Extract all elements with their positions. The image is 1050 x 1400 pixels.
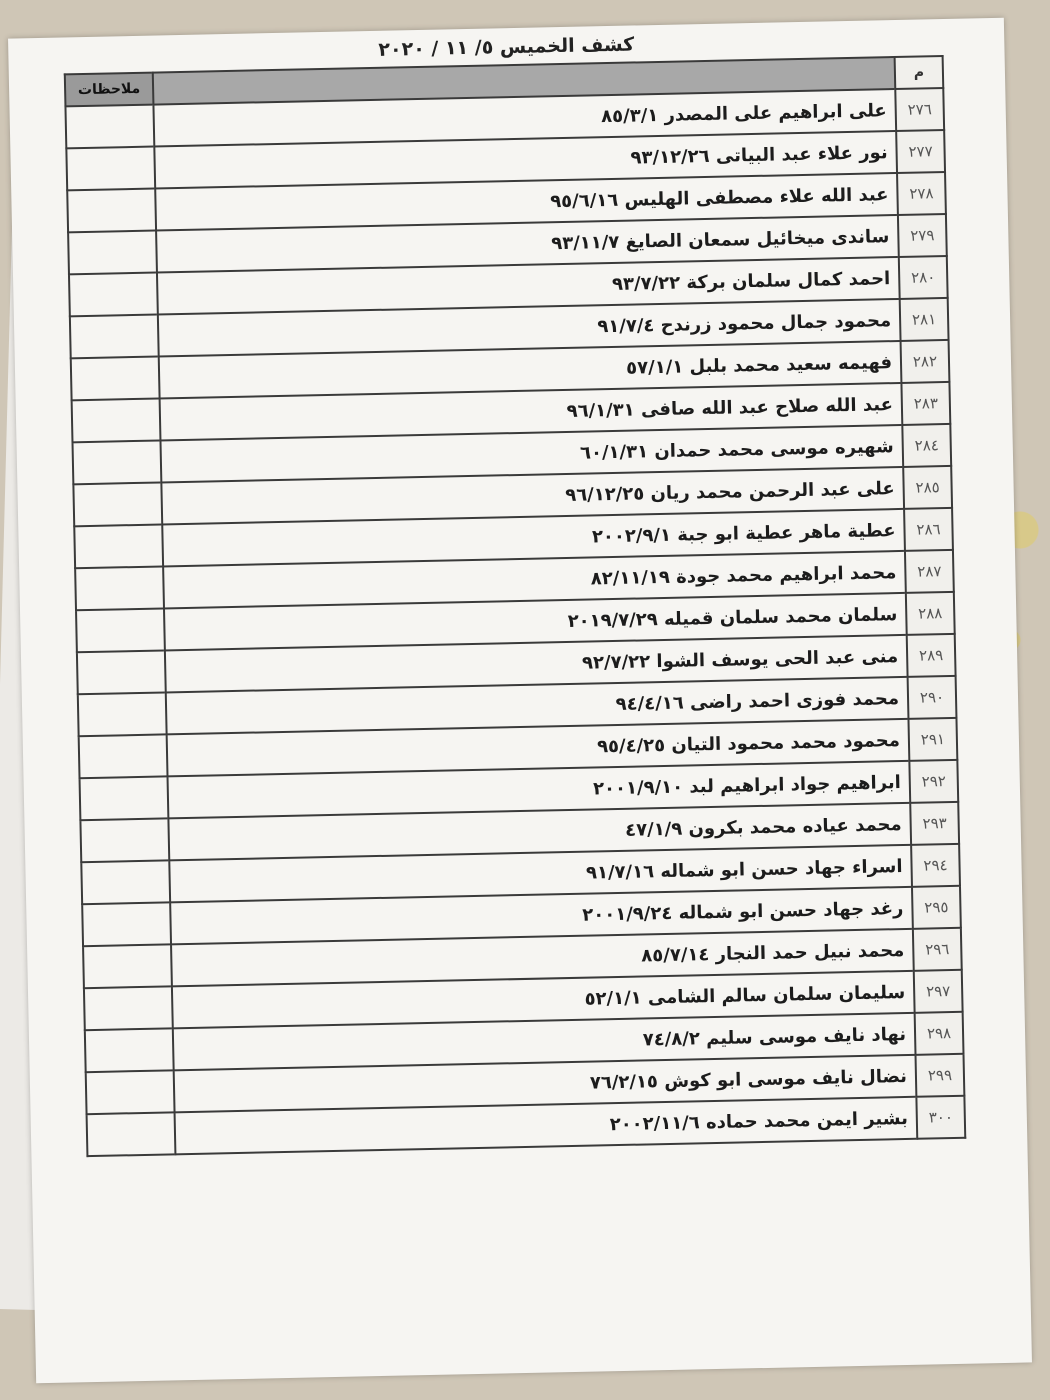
row-name: اسراء جهاد حسن ابو شماله ٩١/٧/١٦: [169, 845, 912, 903]
row-notes: [87, 1112, 176, 1156]
row-name: نور علاء عبد البياتى ٩٣/١٢/٢٦: [154, 131, 897, 189]
row-number: ٢٩١: [908, 718, 957, 761]
row-name: سليمان سلمان سالم الشامى ٥٢/١/١: [172, 971, 915, 1029]
row-number: ٢٧٧: [896, 130, 945, 173]
row-name: على ابراهيم على المصدر ٨٥/٣/١: [153, 89, 896, 147]
row-number: ٢٩٣: [910, 802, 959, 845]
row-number: ٢٩٠: [908, 676, 957, 719]
table-body: [65, 88, 965, 1156]
document-page: [8, 18, 1032, 1384]
row-name: رغد جهاد حسن ابو شماله ٢٠٠١/٩/٢٤: [170, 887, 913, 945]
row-notes: [71, 356, 160, 400]
row-notes: [83, 944, 172, 988]
row-name: محمد فوزى احمد راضى ٩٤/٤/١٦: [166, 677, 909, 735]
row-number: ٢٧٨: [897, 172, 946, 215]
row-notes: [80, 776, 169, 820]
row-notes: [68, 231, 157, 275]
row-notes: [81, 860, 170, 904]
row-name: محمد ابراهيم محمد جودة ٨٢/١١/١٩: [163, 551, 906, 609]
row-notes: [69, 273, 158, 317]
row-notes: [79, 734, 168, 778]
row-number: ٢٩٦: [913, 928, 962, 971]
row-name: محمد نبيل حمد النجار ٨٥/٧/١٤: [171, 929, 914, 987]
row-number: ٢٨٨: [906, 592, 955, 635]
row-notes: [75, 566, 164, 610]
row-notes: [65, 105, 154, 149]
row-notes: [72, 398, 161, 442]
row-notes: [80, 818, 169, 862]
row-number: ٢٨٩: [907, 634, 956, 677]
row-notes: [78, 692, 167, 736]
row-number: ٢٨٥: [903, 466, 952, 509]
row-name: احمد كمال سلمان بركة ٩٣/٧/٢٢: [157, 257, 900, 315]
row-number: ٢٨٤: [902, 424, 951, 467]
row-name: عبد الله صلاح عبد الله صافى ٩٦/١/٣١: [160, 383, 903, 441]
row-number: ٢٨٠: [899, 256, 948, 299]
row-number: ٢٧٦: [895, 88, 944, 131]
row-name: نهاد نايف موسى سليم ٧٤/٨/٢: [173, 1013, 916, 1071]
row-number: ٣٠٠: [916, 1096, 965, 1139]
row-number: ٢٩٩: [916, 1054, 965, 1097]
row-notes: [84, 986, 173, 1030]
row-notes: [77, 650, 166, 694]
row-number: ٢٩٧: [914, 970, 963, 1013]
row-name: عطية ماهر عطية ابو جبة ٢٠٠٢/٩/١: [162, 509, 905, 567]
row-name: شهيره موسى محمد حمدان ٦٠/١/٣١: [160, 425, 903, 483]
header-notes: ملاحظات: [65, 73, 154, 107]
row-notes: [72, 440, 161, 484]
row-name: منى عبد الحى يوسف الشوا ٩٢/٧/٢٢: [165, 635, 908, 693]
row-name: محمد عياده محمد بكرون ٤٧/١/٩: [168, 803, 911, 861]
row-notes: [76, 608, 165, 652]
row-name: ابراهيم جواد ابراهيم لبد ٢٠٠١/٩/١٠: [168, 761, 911, 819]
roster-table: [64, 55, 967, 1157]
row-notes: [66, 147, 155, 191]
row-number: ٢٨٢: [901, 340, 950, 383]
page-title: كشف الخميس ٥/ ١١ / ٢٠٢٠: [378, 33, 635, 61]
row-number: ٢٩٨: [915, 1012, 964, 1055]
row-number: ٢٩٢: [909, 760, 958, 803]
row-notes: [70, 314, 159, 358]
row-name: سلمان محمد سلمان قميله ٢٠١٩/٧/٢٩: [164, 593, 907, 651]
row-number: ٢٨٧: [905, 550, 954, 593]
row-number: ٢٨١: [900, 298, 949, 341]
row-name: محمود جمال محمود زرندح ٩١/٧/٤: [158, 299, 901, 357]
row-notes: [82, 902, 171, 946]
row-notes: [74, 524, 163, 568]
row-notes: [67, 189, 156, 233]
row-name: محمود محمد محمود التيان ٩٥/٤/٢٥: [167, 719, 910, 777]
row-number: ٢٨٣: [901, 382, 950, 425]
row-name: بشير ايمن محمد حماده ٢٠٠٢/١١/٦: [175, 1097, 918, 1155]
row-notes: [85, 1028, 174, 1072]
row-name: ساندى ميخائيل سمعان الصايغ ٩٣/١١/٧: [156, 215, 899, 273]
header-number: م: [895, 56, 944, 89]
row-notes: [73, 482, 162, 526]
row-name: عبد الله علاء مصطفى الهليس ٩٥/٦/١٦: [155, 173, 898, 231]
row-number: ٢٧٩: [898, 214, 947, 257]
row-name: فهيمه سعيد محمد بلبل ٥٧/١/١: [159, 341, 902, 399]
row-name: نضال نايف موسى ابو كوش ٧٦/٢/١٥: [174, 1055, 917, 1113]
row-number: ٢٨٦: [904, 508, 953, 551]
row-notes: [86, 1070, 175, 1114]
row-name: على عبد الرحمن محمد ريان ٩٦/١٢/٢٥: [161, 467, 904, 525]
row-number: ٢٩٤: [911, 844, 960, 887]
row-number: ٢٩٥: [912, 886, 961, 929]
